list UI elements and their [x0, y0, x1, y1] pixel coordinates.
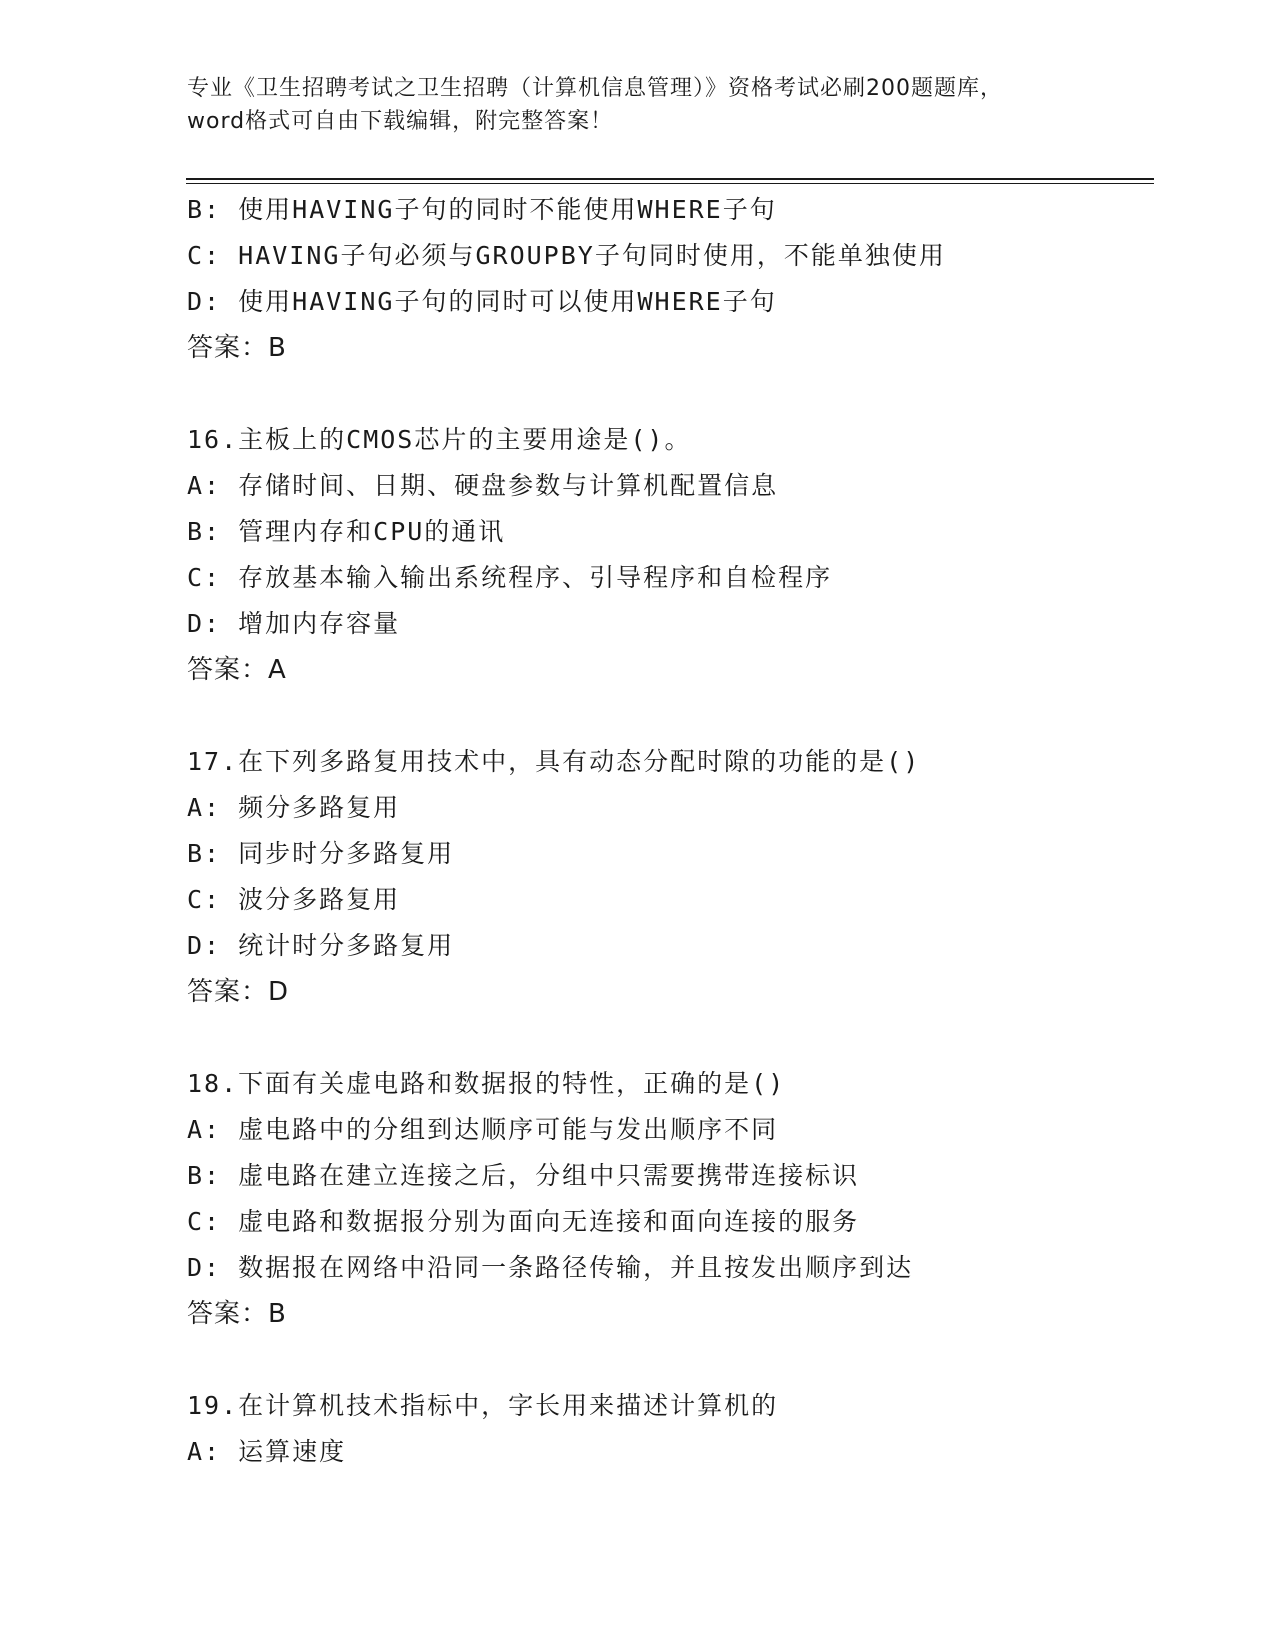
option-d: D: 数据报在网络中沿同一条路径传输，并且按发出顺序到达	[187, 1253, 914, 1282]
header-divider-thick	[186, 178, 1154, 180]
question-stem: 16.主板上的CMOS芯片的主要用途是()。	[187, 425, 692, 454]
header-divider-thin	[186, 183, 1154, 184]
spacer	[187, 1015, 1187, 1061]
option-b: B: 管理内存和CPU的通讯	[187, 517, 506, 546]
document-header	[187, 72, 1087, 138]
option-c: C: HAVING子句必须与GROUPBY子句同时使用，不能单独使用	[187, 241, 946, 270]
question-18	[187, 1061, 1187, 1337]
question-stem: 19.在计算机技术指标中，字长用来描述计算机的	[187, 1391, 779, 1420]
option-d: D: 使用HAVING子句的同时可以使用WHERE子句	[187, 287, 777, 316]
question-stem: 17.在下列多路复用技术中，具有动态分配时隙的功能的是()	[187, 747, 921, 776]
spacer	[187, 371, 1187, 417]
option-b: B: 虚电路在建立连接之后，分组中只需要携带连接标识	[187, 1161, 860, 1190]
header-title-line-2: word格式可自由下载编辑，附完整答案！	[187, 109, 614, 134]
question-list	[187, 187, 1187, 1475]
option-a: A: 频分多路复用	[187, 793, 401, 822]
question-16	[187, 417, 1187, 693]
option-a: A: 虚电路中的分组到达顺序可能与发出顺序不同	[187, 1115, 779, 1144]
option-d: D: 统计时分多路复用	[187, 931, 455, 960]
option-a: A: 存储时间、日期、硬盘参数与计算机配置信息	[187, 471, 779, 500]
spacer	[187, 1337, 1187, 1383]
answer-line: 答案：B	[187, 333, 287, 363]
answer-line: 答案：D	[187, 977, 290, 1007]
question-19	[187, 1383, 1187, 1475]
option-c: C: 存放基本输入输出系统程序、引导程序和自检程序	[187, 563, 833, 592]
question-15-continued	[187, 187, 1187, 371]
header-title-line-1: 专业《卫生招聘考试之卫生招聘（计算机信息管理）》资格考试必刷200题题库，	[187, 76, 1003, 101]
option-a: A: 运算速度	[187, 1437, 347, 1466]
question-stem: 18.下面有关虚电路和数据报的特性，正确的是()	[187, 1069, 786, 1098]
answer-line: 答案：A	[187, 655, 287, 685]
spacer	[187, 693, 1187, 739]
option-d: D: 增加内存容量	[187, 609, 401, 638]
option-b: B: 使用HAVING子句的同时不能使用WHERE子句	[187, 195, 777, 224]
question-17	[187, 739, 1187, 1015]
option-b: B: 同步时分多路复用	[187, 839, 455, 868]
option-c: C: 波分多路复用	[187, 885, 401, 914]
option-c: C: 虚电路和数据报分别为面向无连接和面向连接的服务	[187, 1207, 860, 1236]
answer-line: 答案：B	[187, 1299, 287, 1329]
